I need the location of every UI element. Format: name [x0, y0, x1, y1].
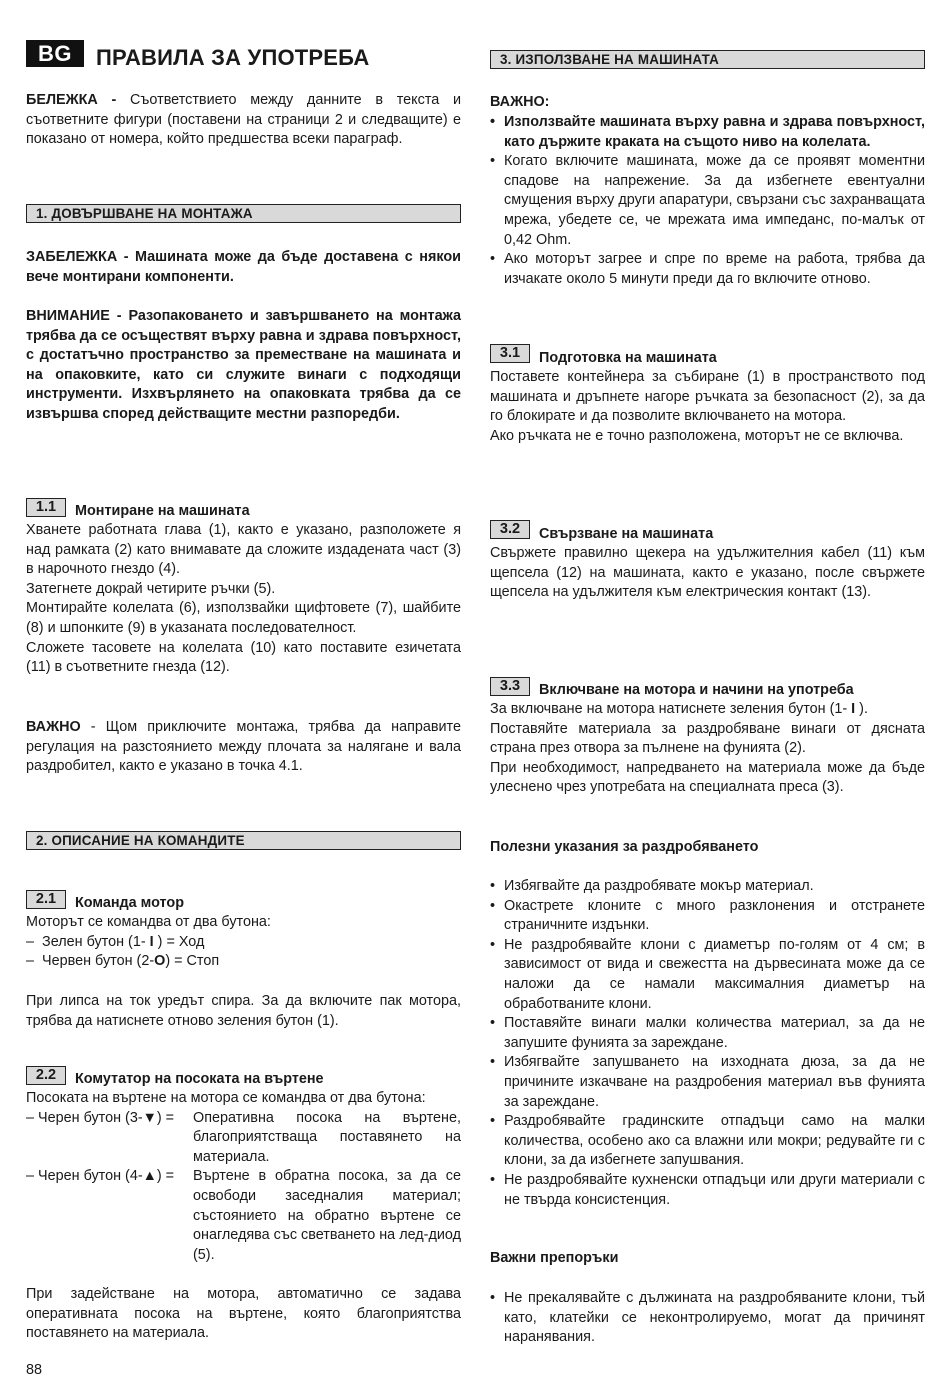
rotation-note: При задействане на мотора, автоматично се задава оперативната посока на въртене, която благоприятства поставянето на материала.	[26, 1286, 461, 1342]
button-3-description: Оперативна посока на въртене, благоприятстваща поставянето на материала.	[193, 1109, 461, 1165]
subsection-3-2-number: 3.2	[490, 520, 530, 539]
section-1-header: 1. ДОВЪРШВАНЕ НА МОНТАЖА	[26, 204, 461, 223]
subsection-2-1-body	[26, 913, 461, 972]
list-item: • Когато включите машината, може да се проявят моментни спадове на напрежение. За да избегнете евентуални смущения върху други апаратури, свързани със захранващата мрежа, убедете се, че мрежата има импеданс, по-малък от 0,42 Ohm.	[490, 152, 925, 250]
important-text: - Щом приключите монтажа, трябва да направите регулация на разстоянието между плочата за налягане и вала раздробител, както е указано в точка 4.1.	[26, 719, 461, 775]
red-button-item: – Червен бутон (2-O) = Стоп	[26, 953, 220, 970]
list-item: • Окастрете клоните с много разклонения и отстранете страничните издънки.	[490, 897, 925, 936]
subsection-3-1-number: 3.1	[490, 344, 530, 363]
paragraph: Монтирайте колелата (6), използвайки щифтовете (7), шайбите (8) и шпонките (9) в указаната последователност.	[26, 600, 461, 636]
subsection-3-3-body	[490, 700, 925, 798]
list-item: • Избягвайте да раздробявате мокър материал.	[490, 877, 925, 897]
tips-heading: Полезни указания за раздробяването	[490, 839, 759, 855]
rotation-intro: Посоката на въртене на мотора се командва от два бутона:	[26, 1090, 426, 1106]
section-1-important	[26, 718, 461, 777]
subsection-2-2-body	[26, 1089, 461, 1265]
subsection-1-1-body	[26, 521, 461, 678]
paragraph: Поставяйте материала за раздробяване винаги от дясната страна през отвора за пълнене на фунията (2).	[490, 720, 925, 757]
list-item: • Поставяйте винаги малки количества материал, за да не запушите фунията за зареждане.	[490, 1014, 925, 1053]
intro-note-text: Съответствието между данните в текста и съответните фигури (поставени на страници 2 и следващите) е показано от номера, който предшества всеки параграф.	[26, 92, 461, 148]
tips-list	[490, 877, 925, 1210]
section-3-header: 3. ИЗПОЛЗВАНЕ НА МАШИНАТА	[490, 50, 925, 69]
paragraph: При необходимост, напредването на материала може да бъде улеснено чрез употребата на специалната преса (3).	[490, 759, 925, 796]
paragraph: Затегнете докрай четирите ръчки (5).	[26, 580, 276, 597]
page-title: ПРАВИЛА ЗА УПОТРЕБА	[96, 45, 370, 70]
list-item: • Не раздробявайте клони с диаметър по-голям от 4 см; в зависимост от вида и свежестта на дървесината може да се наложи да се намали максималния диаметър на обработваните клони.	[490, 936, 925, 1014]
section-2-header: 2. ОПИСАНИЕ НА КОМАНДИТЕ	[26, 831, 461, 850]
list-item: • Не раздробявайте кухненски отпадъци или други материали с не твърда консистенция.	[490, 1171, 925, 1210]
list-item: • Използвайте машината върху равна и здрава повърхност, като държите краката на същото ниво на колелата.	[490, 113, 925, 152]
list-item: • Избягвайте запушването на изходната дюза, за да не причините изкачване на раздробения материал във фунията за зареждане.	[490, 1053, 925, 1112]
recommendations-heading: Важни препоръки	[490, 1250, 619, 1266]
subsection-1-1-number: 1.1	[26, 498, 66, 517]
paragraph: За включване на мотора натиснете зеления бутон (1- I ).	[490, 701, 868, 717]
section-1-warning: ВНИМАНИЕ - Разопаковането и завършването на монтажа трябва да се осъществят върху равна и здрава повърхност, с достатъчно пространство за преместване на машината и на опаковките, като си служите винаги с подходящи инструменти. Изхвърлянето на опаковката трябва да се извършва според действащите местни разпоредби.	[26, 308, 461, 422]
paragraph: Поставете контейнера за събиране (1) в пространството под машината и дръпнете нагоре ръчката за безопасност (2), за да го блокирате и да позволите включването на мотора.	[490, 369, 925, 425]
list-item: • Ако моторът загрее и спре по време на работа, трябва да изчакате около 5 минути преди да го включите отново.	[490, 250, 925, 289]
green-button-item: – Зелен бутон (1- I ) = Ход	[26, 933, 205, 950]
button-3-item: – Черен бутон (3-▼) = Оперативна посока на въртене, благоприятстваща поставянето на материала.	[26, 1109, 461, 1168]
subsection-1-1-title: Монтиране на машината	[75, 503, 250, 519]
paragraph: Ако ръчката не е точно разположена, моторът не се включва.	[490, 427, 904, 444]
subsection-3-3-title: Включване на мотора и начини на употреба	[539, 682, 854, 698]
stop-symbol: O	[154, 953, 166, 970]
section-3-important-list	[490, 113, 925, 289]
subsection-2-2-number: 2.2	[26, 1066, 66, 1085]
list-item: • Не прекалявайте с дължината на раздробяваните клони, тъй като, клатейки се неконтролируемо, могат да причинят наранявания.	[490, 1289, 925, 1348]
motor-intro: Моторът се командва от два бутона:	[26, 914, 271, 930]
button-4-label: Черен бутон (4-▲) =	[38, 1168, 175, 1185]
subsection-2-1-title: Команда мотор	[75, 895, 184, 911]
intro-note-lead: БЕЛЕЖКА -	[26, 92, 117, 108]
section-1-note: ЗАБЕЛЕЖКА - Машината може да бъде доставена с някои вече монтирани компоненти.	[26, 249, 461, 285]
paragraph: Хванете работната глава (1), както е указано, разположете я над рамката (2) като внимавате да сложите издадената част (3) в нарочното гнездо (4).	[26, 522, 461, 578]
recommendations-list	[490, 1289, 925, 1348]
start-symbol: I	[851, 701, 856, 717]
button-4-item: – Черен бутон (4-▲) = Въртене в обратна посока, за да се освободи заседналия материал; състоянието на обратно въртене се онагледява със светването на лед-диод (5).	[26, 1167, 461, 1265]
power-loss-note: При липса на ток уредът спира. За да включите пак мотора, трябва да натиснете отново зеления бутон (1).	[26, 993, 461, 1029]
subsection-3-1-title: Подготовка на машината	[539, 350, 717, 366]
page-number: 88	[26, 1362, 43, 1378]
language-badge: BG	[26, 40, 84, 67]
important-lead: ВАЖНО	[26, 719, 81, 735]
button-3-label: Черен бутон (3-▼) =	[38, 1109, 175, 1126]
button-4-description: Въртене в обратна посока, за да се освободи заседналия материал; състоянието на обратно въртене се онагледява със светването на лед-диод (5).	[193, 1168, 461, 1263]
subsection-2-1-number: 2.1	[26, 890, 66, 909]
start-symbol: I	[149, 933, 154, 950]
subsection-3-1-body	[490, 368, 925, 446]
subsection-2-2-title: Комутатор на посоката на въртене	[75, 1071, 324, 1087]
subsection-3-3-number: 3.3	[490, 677, 530, 696]
subsection-3-2-body: Свържете правилно щекера на удължителния кабел (11) към щепсела (12) на машината, както е указано, после свържете щепсела на удължителя към електрическия контакт (13).	[490, 545, 925, 601]
paragraph: Сложете тасовете на колелата (10) като поставите езичетата (11) в съответните гнезда (12).	[26, 639, 461, 676]
list-item: • Раздробявайте градинските отпадъци само на малки количества, особено ако са влажни или мокри; редувайте ги с клони, за да избегнете запушвания.	[490, 1112, 925, 1171]
section-3-important-head: ВАЖНО:	[490, 94, 550, 110]
subsection-3-2-title: Свързване на машината	[539, 526, 714, 542]
intro-note	[26, 91, 461, 150]
